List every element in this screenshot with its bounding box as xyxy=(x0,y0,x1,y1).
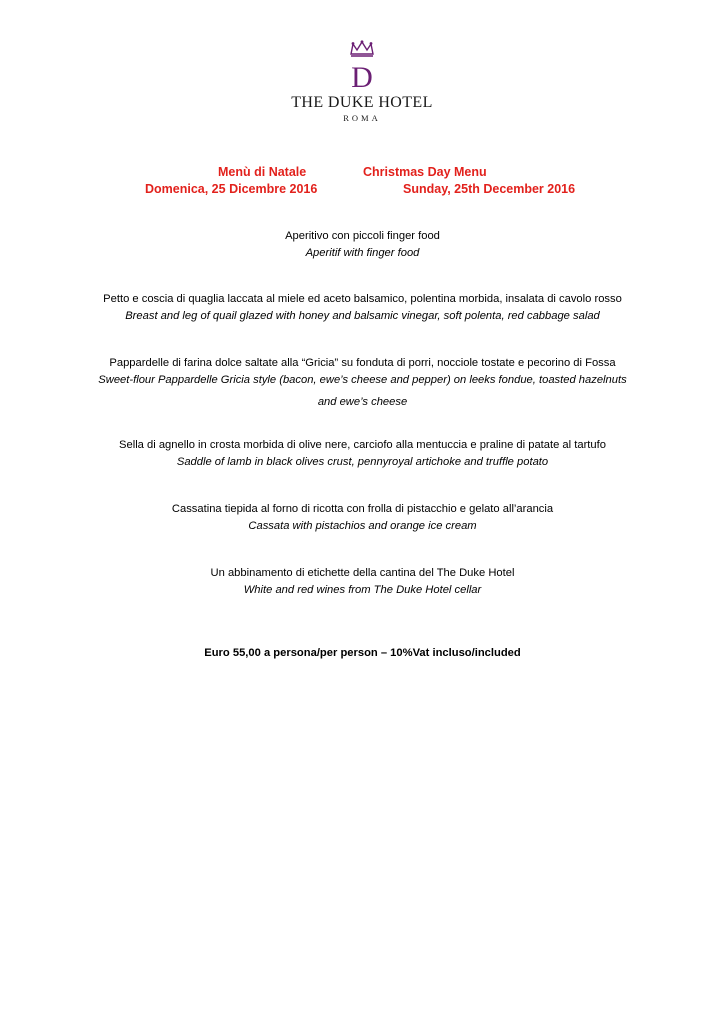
menu-title-english: Christmas Day Menu xyxy=(363,165,487,179)
logo-letter: D xyxy=(351,61,373,92)
crown-d-logo-icon xyxy=(342,40,382,92)
menu-date-english: Sunday, 25th December 2016 xyxy=(403,182,576,196)
course-italian: Aperitivo con piccoli finger food xyxy=(285,230,440,242)
course-aperitif xyxy=(0,228,725,262)
course-starter xyxy=(0,291,725,325)
course-italian: Cassatina tiepida al forno di ricotta con frolla di pistacchio e gelato all’arancia xyxy=(171,503,554,515)
hotel-name: THE DUKE HOTEL xyxy=(291,94,433,111)
course-wine xyxy=(0,565,725,599)
course-main xyxy=(0,437,725,471)
hotel-logo xyxy=(272,40,452,140)
course-dessert xyxy=(0,501,725,535)
course-english: White and red wines from The Duke Hotel cellar xyxy=(243,584,482,596)
course-italian: Un abbinamento di etichette della cantina del The Duke Hotel xyxy=(210,567,515,579)
hotel-city: ROMA xyxy=(343,113,381,123)
course-italian: Sella di agnello in crosta morbida di olive nere, carciofo alla mentuccia e praline di patate al tartufo xyxy=(119,439,606,451)
menu-date-italian: Domenica, 25 Dicembre 2016 xyxy=(145,182,318,196)
course-italian: Petto e coscia di quaglia laccata al miele ed aceto balsamico, polentina morbida, insalata di cavolo rosso xyxy=(103,293,622,305)
course-italian: Pappardelle di farina dolce saltate alla “Gricia” su fonduta di porri, nocciole tostate e pecorino di Fossa xyxy=(109,357,616,369)
course-english: Aperitif with finger food xyxy=(305,247,420,259)
menu-price: Euro 55,00 a persona/per person – 10%Vat incluso/included xyxy=(204,647,521,659)
menu-title-italian: Menù di Natale xyxy=(218,165,307,179)
course-english-continued: and ewe’s cheese xyxy=(317,396,408,408)
course-english: Breast and leg of quail glazed with honey and balsamic vinegar, soft polenta, red cabbage salad xyxy=(125,310,600,322)
course-english: Sweet-flour Pappardelle Gricia style (bacon, ewe’s cheese and pepper) on leeks fondue, toasted hazelnuts xyxy=(98,374,627,386)
course-english: Saddle of lamb in black olives crust, pennyroyal artichoke and truffle potato xyxy=(176,456,549,468)
course-pasta xyxy=(0,355,725,411)
course-english: Cassata with pistachios and orange ice cream xyxy=(248,520,477,532)
